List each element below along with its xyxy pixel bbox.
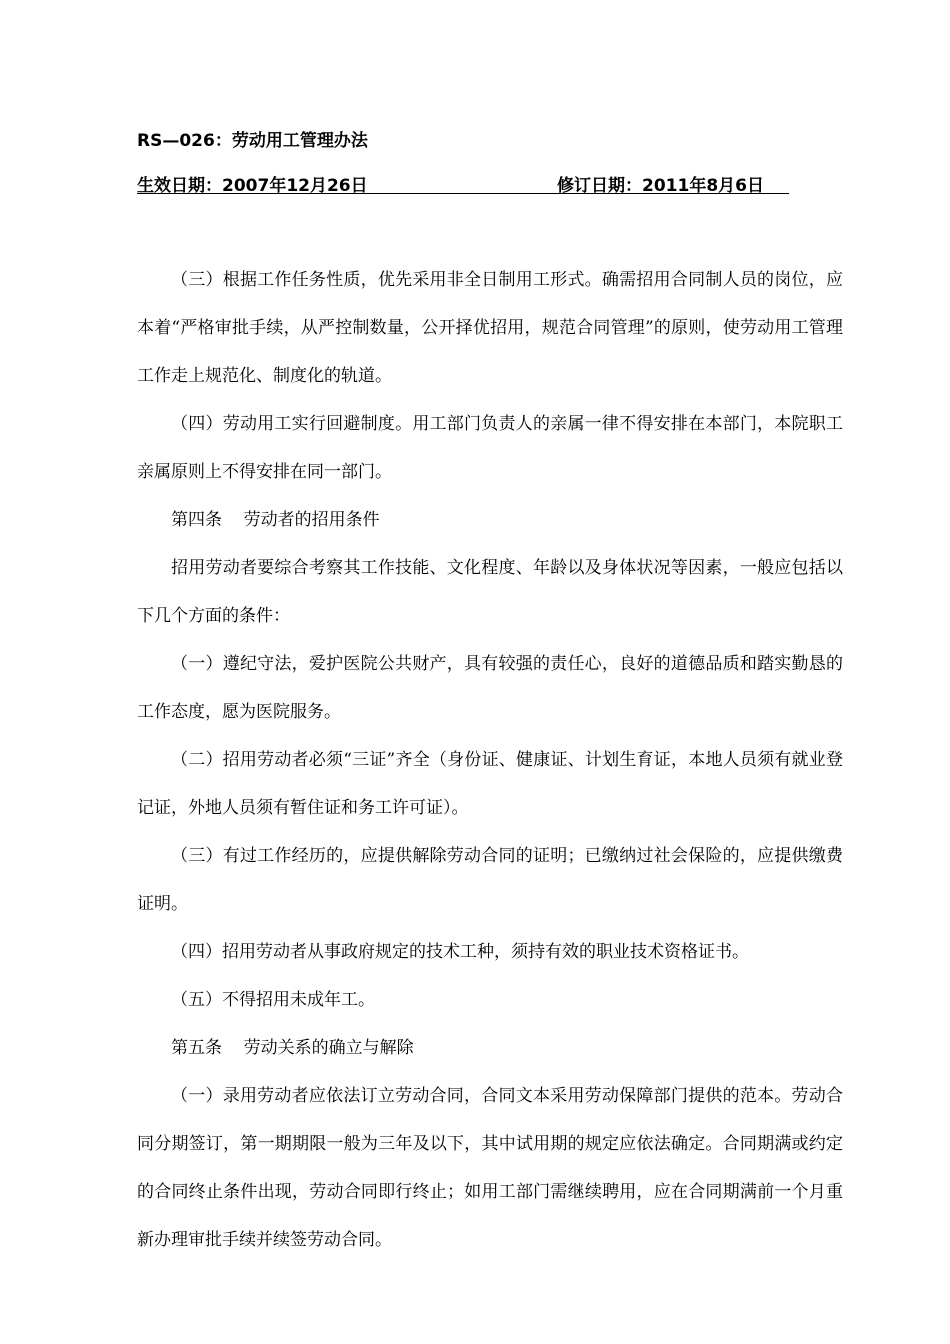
effective-date: 生效日期：2007年12月26日	[137, 176, 368, 196]
article-4-intro: 招用劳动者要综合考察其工作技能、文化程度、年龄以及身体状况等因素，一般应包括以下几个方面的条件：	[137, 558, 843, 626]
revision-date: 修订日期：2011年8月6日	[557, 176, 764, 196]
article-5-item-1: （一）录用劳动者应依法订立劳动合同，合同文本采用劳动保障部门提供的范本。劳动合同分期签订，第一期期限一般为三年及以下，其中试用期的规定应依法确定。合同期满或约定的合同终止条件出现，劳动合同即行终止；如用工部门需继续聘用，应在合同期满前一个月重新办理审批手续并续签劳动合同。	[137, 1086, 843, 1250]
paragraph-4: （四）劳动用工实行回避制度。用工部门负责人的亲属一律不得安排在本部门，本院职工亲属原则上不得安排在同一部门。	[137, 414, 843, 482]
article-4-item-3: （三）有过工作经历的，应提供解除劳动合同的证明；已缴纳过社会保险的，应提供缴费证明。	[137, 846, 843, 914]
article-4-heading: 第四条 劳动者的招用条件	[171, 510, 380, 530]
date-line	[137, 171, 789, 194]
article-4-item-2: （二）招用劳动者必须“三证”齐全（身份证、健康证、计划生育证，本地人员须有就业登记证，外地人员须有暂住证和务工许可证）。	[137, 750, 843, 818]
article-4-item-1: （一）遵纪守法，爱护医院公共财产，具有较强的责任心，良好的道德品质和踏实勤恳的工作态度，愿为医院服务。	[137, 654, 843, 722]
article-5-heading: 第五条 劳动关系的确立与解除	[171, 1038, 414, 1058]
document-body	[137, 256, 843, 1264]
article-4-item-4: （四）招用劳动者从事政府规定的技术工种，须持有效的职业技术资格证书。	[171, 942, 749, 962]
article-4-item-5: （五）不得招用未成年工。	[171, 990, 375, 1010]
paragraph-3: （三）根据工作任务性质，优先采用非全日制用工形式。确需招用合同制人员的岗位，应本着“严格审批手续，从严控制数量，公开择优招用，规范合同管理”的原则，使劳动用工管理工作走上规范化、制度化的轨道。	[137, 270, 843, 386]
document-title: RS—026：劳动用工管理办法	[137, 131, 368, 151]
